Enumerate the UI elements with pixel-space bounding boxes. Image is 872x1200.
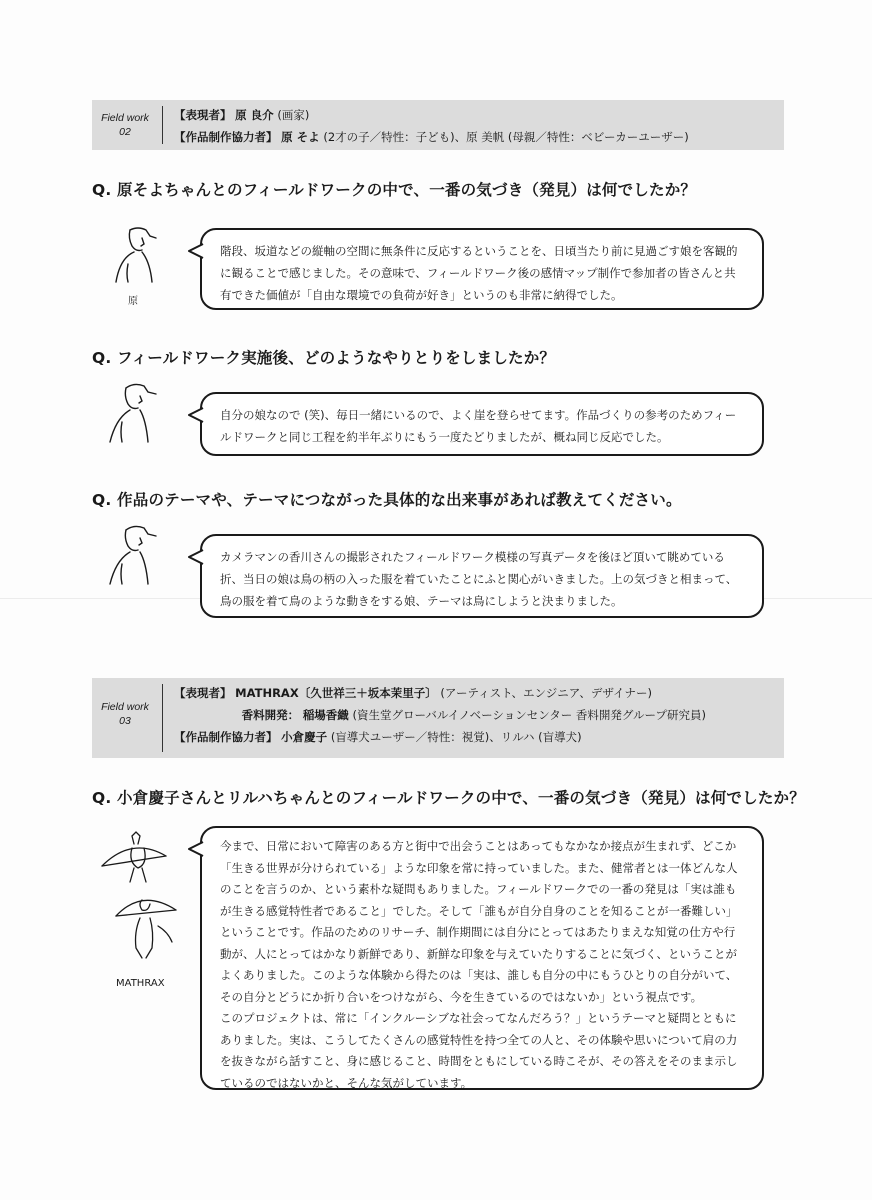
hara-figure-icon bbox=[100, 378, 164, 446]
fieldwork-03-header bbox=[92, 678, 784, 758]
hara-figure-icon bbox=[100, 520, 164, 588]
header-divider bbox=[162, 684, 163, 752]
credit-line-artist bbox=[174, 682, 778, 704]
speech-tail-icon bbox=[188, 406, 204, 424]
credit-note: (資生堂グローバルイノベーションセンター 香料開発グループ研究員) bbox=[352, 708, 706, 722]
answer-text: カメラマンの香川さんの撮影されたフィールドワーク模様の写真データを後ほど頂いて眺めている折、当日の娘は鳥の柄の入った服を着ていたことにふと関心がいきました。上の気づきと相まって、鳥の服を着て鳥のような動きをする娘、テーマは鳥にしようと決まりました。 bbox=[220, 550, 738, 608]
credit-name: 稲場香織 bbox=[302, 708, 349, 722]
speech-tail-icon bbox=[188, 242, 204, 260]
answer-bubble-2 bbox=[200, 392, 764, 456]
credit-role: 【表現者】 bbox=[174, 686, 232, 700]
answer-bubble-4 bbox=[200, 826, 764, 1090]
credit-line-artist bbox=[174, 104, 778, 126]
question-3: Q. 作品のテーマや、テーマにつながった具体的な出来事があれば教えてください。 bbox=[92, 491, 682, 509]
credit-line-collaborator bbox=[174, 126, 778, 148]
fieldwork-02-header bbox=[92, 100, 784, 150]
credit-name: 小倉慶子 bbox=[281, 730, 328, 744]
credit-note: (画家) bbox=[277, 108, 310, 122]
fieldwork-label-title: Field work bbox=[101, 701, 149, 713]
credit-role: 【作品制作協力者】 bbox=[174, 730, 278, 744]
credit-line-fragrance bbox=[174, 704, 778, 726]
answer-text: 自分の娘なので (笑)、毎日一緒にいるので、よく崖を登らせてます。作品づくりの参考のためフィールドワークと同じ工程を約半年ぶりにもう一度たどりましたが、概ね同じ反応でした。 bbox=[220, 408, 737, 444]
credits bbox=[174, 104, 778, 148]
answer-text: 階段、坂道などの縦軸の空間に無条件に反応するということを、日頃当たり前に見過ごす娘を客観的に観ることで感じました。その意味で、フィールドワーク後の感情マップ制作で参加者の皆さんと共有できた価値が「自由な環境での負荷が好き」というのも非常に納得でした。 bbox=[220, 244, 738, 302]
hara-figure-icon bbox=[106, 224, 166, 288]
question-2: Q. フィールドワーク実施後、どのようなやりとりをしましたか？ bbox=[92, 349, 556, 367]
credits bbox=[174, 682, 778, 748]
credit-name: 原 良介 bbox=[235, 108, 274, 122]
question-1: Q. 原そよちゃんとのフィールドワークの中で、一番の気づき（発見）は何でしたか？ bbox=[92, 181, 697, 199]
speech-tail-icon bbox=[188, 548, 204, 566]
fieldwork-label bbox=[92, 111, 158, 139]
fieldwork-label bbox=[92, 700, 158, 728]
credit-note: (盲導犬ユーザー／特性：視覚)、リルハ (盲導犬) bbox=[330, 730, 582, 744]
answer-bubble-1 bbox=[200, 228, 764, 310]
speech-tail-icon bbox=[188, 840, 204, 858]
answer-paragraph-1: 今まで、日常において障害のある方と街中で出会うことはあってもなかなか接点が生まれず、どこか「生きる世界が分けられている」ような印象を常に持っていました。また、健常者とは一体どんな人のことを言うのか、という素朴な疑問もありました。フィールドワークでの一番の発見は「実は誰もが生きる感覚特性者であること」でした。そして「誰もが自分自身のことを知ることが一番難しい」ということです。作品のためのリサーチ、制作期間には自分にとってはあたりまえな知覚の仕方や行動が、人にとってはかなり新鮮であり、新鮮な印象を与えていたりすることに気づく、ということがよくありました。このような体験から得たのは「実は、誰しも自分の中にもうひとりの自分がいて、その自分とどうにか折り合いをつけながら、今を生きているのではないか」という視点です。 bbox=[220, 839, 738, 1004]
mathrax-figure-label: MATHRAX bbox=[116, 978, 165, 989]
credit-role: 香料開発： bbox=[241, 708, 300, 722]
credit-role: 【表現者】 bbox=[174, 108, 232, 122]
hara-figure-label: 原 bbox=[128, 296, 138, 307]
header-divider bbox=[162, 106, 163, 144]
credit-role: 【作品制作協力者】 bbox=[174, 130, 278, 144]
fieldwork-label-title: Field work bbox=[101, 112, 149, 124]
answer-paragraph-2: このプロジェクトは、常に「インクルーシブな社会ってなんだろう？」というテーマと疑問とともにありました。実は、こうしてたくさんの感覚特性を持つ全ての人と、その体験や思いについて肩の力を抜きながら話すこと、身に感じること、時間をともにしている時こそが、その答えをそのまま示しているのではないかと、そんな気がしています。 bbox=[220, 1011, 738, 1090]
question-4: Q. 小倉慶子さんとリルハちゃんとのフィールドワークの中で、一番の気づき（発見）は何でしたか？ bbox=[92, 789, 805, 807]
credit-name: 原 そよ bbox=[281, 130, 320, 144]
answer-bubble-3 bbox=[200, 534, 764, 618]
credit-name: MATHRAX〔久世祥三＋坂本茉里子〕 bbox=[235, 686, 437, 700]
credit-line-collaborator bbox=[174, 726, 778, 748]
mathrax-figure-icon bbox=[96, 826, 192, 966]
credit-note: (アーティスト、エンジニア、デザイナー) bbox=[440, 686, 653, 700]
fieldwork-label-number: 03 bbox=[119, 715, 131, 727]
credit-note: (2才の子／特性：子ども)、原 美帆 (母親／特性：ベビーカーユーザー) bbox=[323, 130, 689, 144]
fieldwork-label-number: 02 bbox=[119, 126, 131, 138]
